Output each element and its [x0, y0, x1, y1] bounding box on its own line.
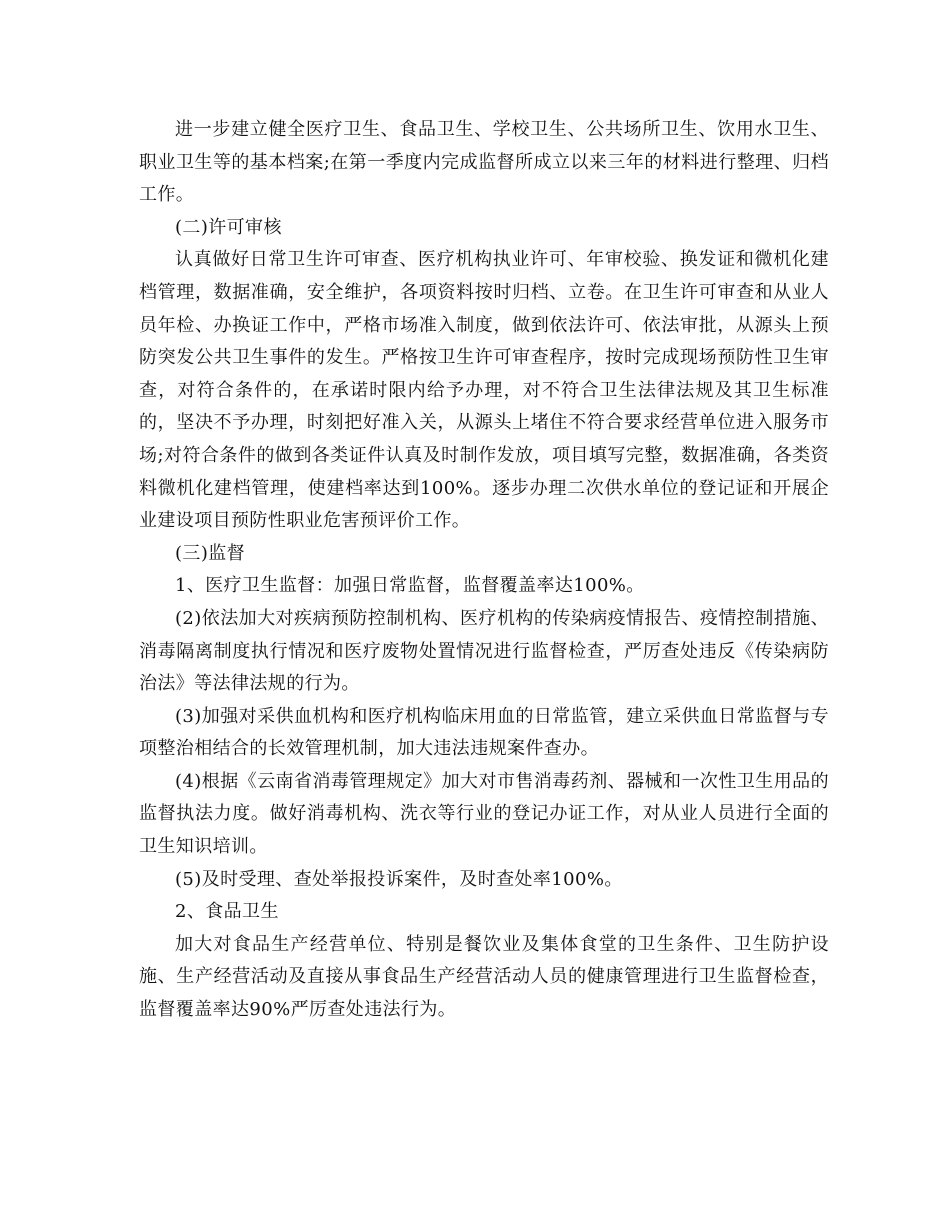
paragraph-food-hygiene: 加大对食品生产经营单位、特别是餐饮业及集体食堂的卫生条件、卫生防护设施、生产经营活动及直接从事食品生产经营活动人员的健康管理进行卫生监督检查，监督覆盖率达90%严厉查处违法行为。	[139, 933, 829, 1021]
paragraph-license-review: 认真做好日常卫生许可审查、医疗机构执业许可、年审校验、换发证和微机化建档管理，数据准确，安全维护，各项资料按时归档、立卷。在卫生许可审查和从业人员年检、办换证工作中，严格市场准入制度，做到依法许可、依法审批，从源头上预防突发公共卫生事件的发生。严格按卫生许可审查程序，按时完成现场预防性卫生审查，对符合条件的，在承诺时限内给予办理，对不符合卫生法律法规及其卫生标准的，坚决不予办理，时刻把好准入关，从源头上堵住不符合要求经营单位进入服务市场;对符合条件的做到各类证件认真及时制作发放，项目填写完整，数据准确，各类资料微机化建档管理，使建档率达到100%。逐步办理二次供水单位的登记证和开展企业建设项目预防性职业危害预评价工作。	[139, 249, 829, 532]
heading-license-review: (二)许可审核	[175, 216, 282, 238]
heading-food-hygiene: 2、食品卫生	[175, 901, 279, 923]
heading-supervision: (三)监督	[175, 542, 246, 564]
item-complaints: (5)及时受理、查处举报投诉案件，及时查处率100%。	[175, 868, 623, 890]
item-disinfection: (4)根据《云南省消毒管理规定》加大对市售消毒药剂、器械和一次性卫生用品的监督执法力度。做好消毒机构、洗衣等行业的登记办证工作，对从业人员进行全面的卫生知识培训。	[139, 770, 829, 858]
paragraph-archives: 进一步建立健全医疗卫生、食品卫生、学校卫生、公共场所卫生、饮用水卫生、职业卫生等的基本档案;在第一季度内完成监督所成立以来三年的材料进行整理、归档工作。	[139, 119, 829, 206]
item-medical-supervision: 1、医疗卫生监督：加强日常监督，监督覆盖率达100%。	[175, 575, 645, 597]
item-disease-control: (2)依法加大对疾病预防控制机构、医疗机构的传染病疫情报告、疫情控制措施、消毒隔离制度执行情况和医疗废物处置情况进行监督检查，严厉查处违反《传染病防治法》等法律法规的行为。	[139, 607, 829, 695]
item-blood-supply: (3)加强对采供血机构和医疗机构临床用血的日常监管，建立采供血日常监督与专项整治相结合的长效管理机制，加大违法违规案件查办。	[139, 705, 829, 760]
document-body	[139, 114, 829, 1027]
